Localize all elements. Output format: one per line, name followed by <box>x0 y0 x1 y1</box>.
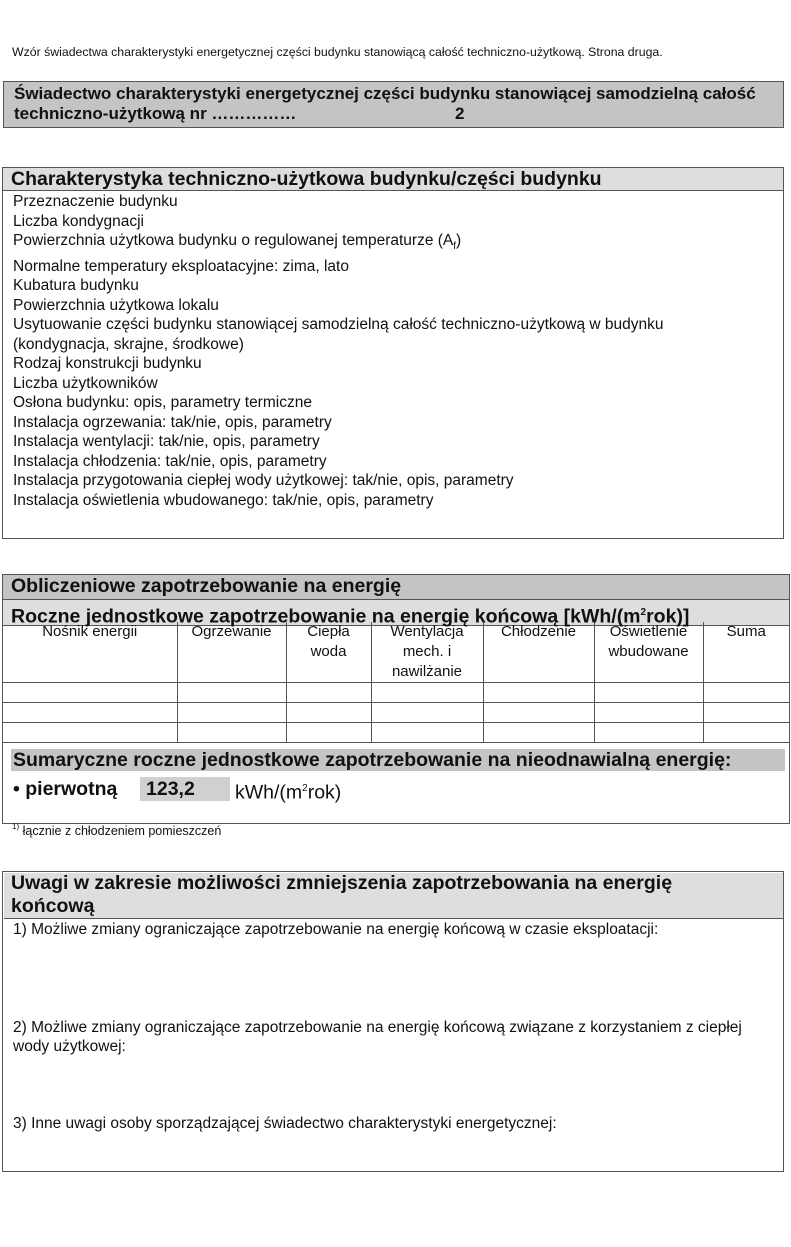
table-row <box>3 683 789 703</box>
table-cell[interactable] <box>371 723 483 743</box>
table-cell[interactable] <box>286 723 371 743</box>
table-cell[interactable] <box>3 683 177 703</box>
table-cell[interactable] <box>703 723 789 743</box>
list-item: Instalacja przygotowania ciepłej wody użytkowej: tak/nie, opis, parametry <box>13 472 514 490</box>
energy-table <box>3 622 789 743</box>
list-item: Instalacja wentylacji: tak/nie, opis, parametry <box>13 433 320 451</box>
table-cell[interactable] <box>594 703 703 723</box>
table-row <box>3 723 789 743</box>
list-item: Instalacja oświetlenia wbudowanego: tak/nie, opis, parametry <box>13 491 434 509</box>
table-cell[interactable] <box>483 683 594 703</box>
table-cell[interactable] <box>371 683 483 703</box>
table-row <box>3 703 789 723</box>
remark-item-2[interactable]: 2) Możliwe zmiany ograniczające zapotrzebowanie na energię końcową związane z korzystaniem z ciepłej wody użytkowej: <box>13 1019 742 1055</box>
list-item: Normalne temperatury eksploatacyjne: zima, lato <box>13 257 349 275</box>
summary-title: Sumaryczne roczne jednostkowe zapotrzebowanie na nieodnawialną energię: <box>11 749 785 771</box>
footnote: $^{1)}$ łącznie z chłodzeniem pomieszczeń <box>12 822 222 838</box>
certificate-title-line1: Świadectwo charakterystyki energetycznej części budynku stanowiącej samodzielną całość <box>14 84 756 103</box>
primary-energy-value[interactable]: 123,2 <box>140 777 230 801</box>
list-item: Rodzaj konstrukcji budynku <box>13 355 202 373</box>
primary-energy-label: • pierwotną <box>13 778 118 800</box>
remarks-section <box>2 871 784 1172</box>
energy-section <box>2 574 790 824</box>
table-cell[interactable] <box>703 683 789 703</box>
list-item: Osłona budynku: opis, parametry termiczne <box>13 394 312 412</box>
list-item: Przeznaczenie budynku <box>13 193 178 210</box>
table-header-row <box>3 622 789 683</box>
list-item: Liczba użytkowników <box>13 374 158 392</box>
table-cell[interactable] <box>371 703 483 723</box>
characteristics-list <box>3 191 783 511</box>
characteristics-section <box>2 167 784 539</box>
energy-subheading: Roczne jednostkowe zapotrzebowanie na energię końcową $[kWh/(m^2rok)]$ <box>3 600 789 626</box>
remarks-heading: Uwagi w zakresie możliwości zmniejszenia zapotrzebowania na energię końcową <box>11 872 673 917</box>
table-cell[interactable] <box>594 683 703 703</box>
list-item: Powierzchnia użytkowa budynku o regulowanej temperaturze $(A_f)$ <box>13 232 462 253</box>
page-caption: Wzór świadectwa charakterystyki energetycznej części budynku stanowiącą całość techniczno-użytkową. Strona druga. <box>12 45 663 59</box>
table-cell[interactable] <box>594 723 703 743</box>
column-header: Chłodzenie <box>483 622 594 683</box>
list-item: Usytuowanie części budynku stanowiącej samodzielną całość techniczno-użytkową w budynku <box>13 316 664 334</box>
characteristics-heading: Charakterystyka techniczno-użytkowa budynku/części budynku <box>3 168 783 191</box>
list-item: Kubatura budynku <box>13 277 139 295</box>
table-cell[interactable] <box>703 703 789 723</box>
table-cell[interactable] <box>177 723 286 743</box>
remark-item-1[interactable]: 1) Możliwe zmiany ograniczające zapotrzebowanie na energię końcową w czasie eksploatacji: <box>13 921 659 938</box>
column-header: Nośnik energii <box>3 622 177 683</box>
list-item: Powierzchnia użytkowa lokalu <box>13 296 219 314</box>
list-item: Liczba kondygnacji <box>13 212 144 230</box>
column-header: Wentylacja mech. i nawilżanie <box>371 622 483 683</box>
column-header: Ciepła woda <box>286 622 371 683</box>
table-cell[interactable] <box>177 703 286 723</box>
table-cell[interactable] <box>286 703 371 723</box>
certificate-number[interactable]: 2 <box>455 104 465 123</box>
table-cell[interactable] <box>483 703 594 723</box>
certificate-title-line2: techniczno-użytkową nr …………… <box>14 104 297 123</box>
table-cell[interactable] <box>177 683 286 703</box>
table-cell[interactable] <box>3 723 177 743</box>
list-item: Instalacja chłodzenia: tak/nie, opis, parametry <box>13 452 327 470</box>
primary-energy-unit: kWh/$(m^2rok)$ <box>235 781 342 804</box>
remark-item-3[interactable]: 3) Inne uwagi osoby sporządzającej świadectwo charakterystyki energetycznej: <box>13 1115 557 1132</box>
column-header: Ogrzewanie <box>177 622 286 683</box>
table-cell[interactable] <box>483 723 594 743</box>
primary-energy-row <box>13 777 342 804</box>
table-cell[interactable] <box>3 703 177 723</box>
table-cell[interactable] <box>286 683 371 703</box>
column-header: Oświetlenie wbudowane <box>594 622 703 683</box>
certificate-title-box <box>3 81 784 128</box>
list-item: (kondygnacja, skrajne, środkowe) <box>13 335 244 353</box>
column-header: Suma <box>703 622 789 683</box>
list-item: Instalacja ogrzewania: tak/nie, opis, parametry <box>13 413 332 431</box>
energy-heading: Obliczeniowe zapotrzebowanie na energię <box>3 575 789 600</box>
